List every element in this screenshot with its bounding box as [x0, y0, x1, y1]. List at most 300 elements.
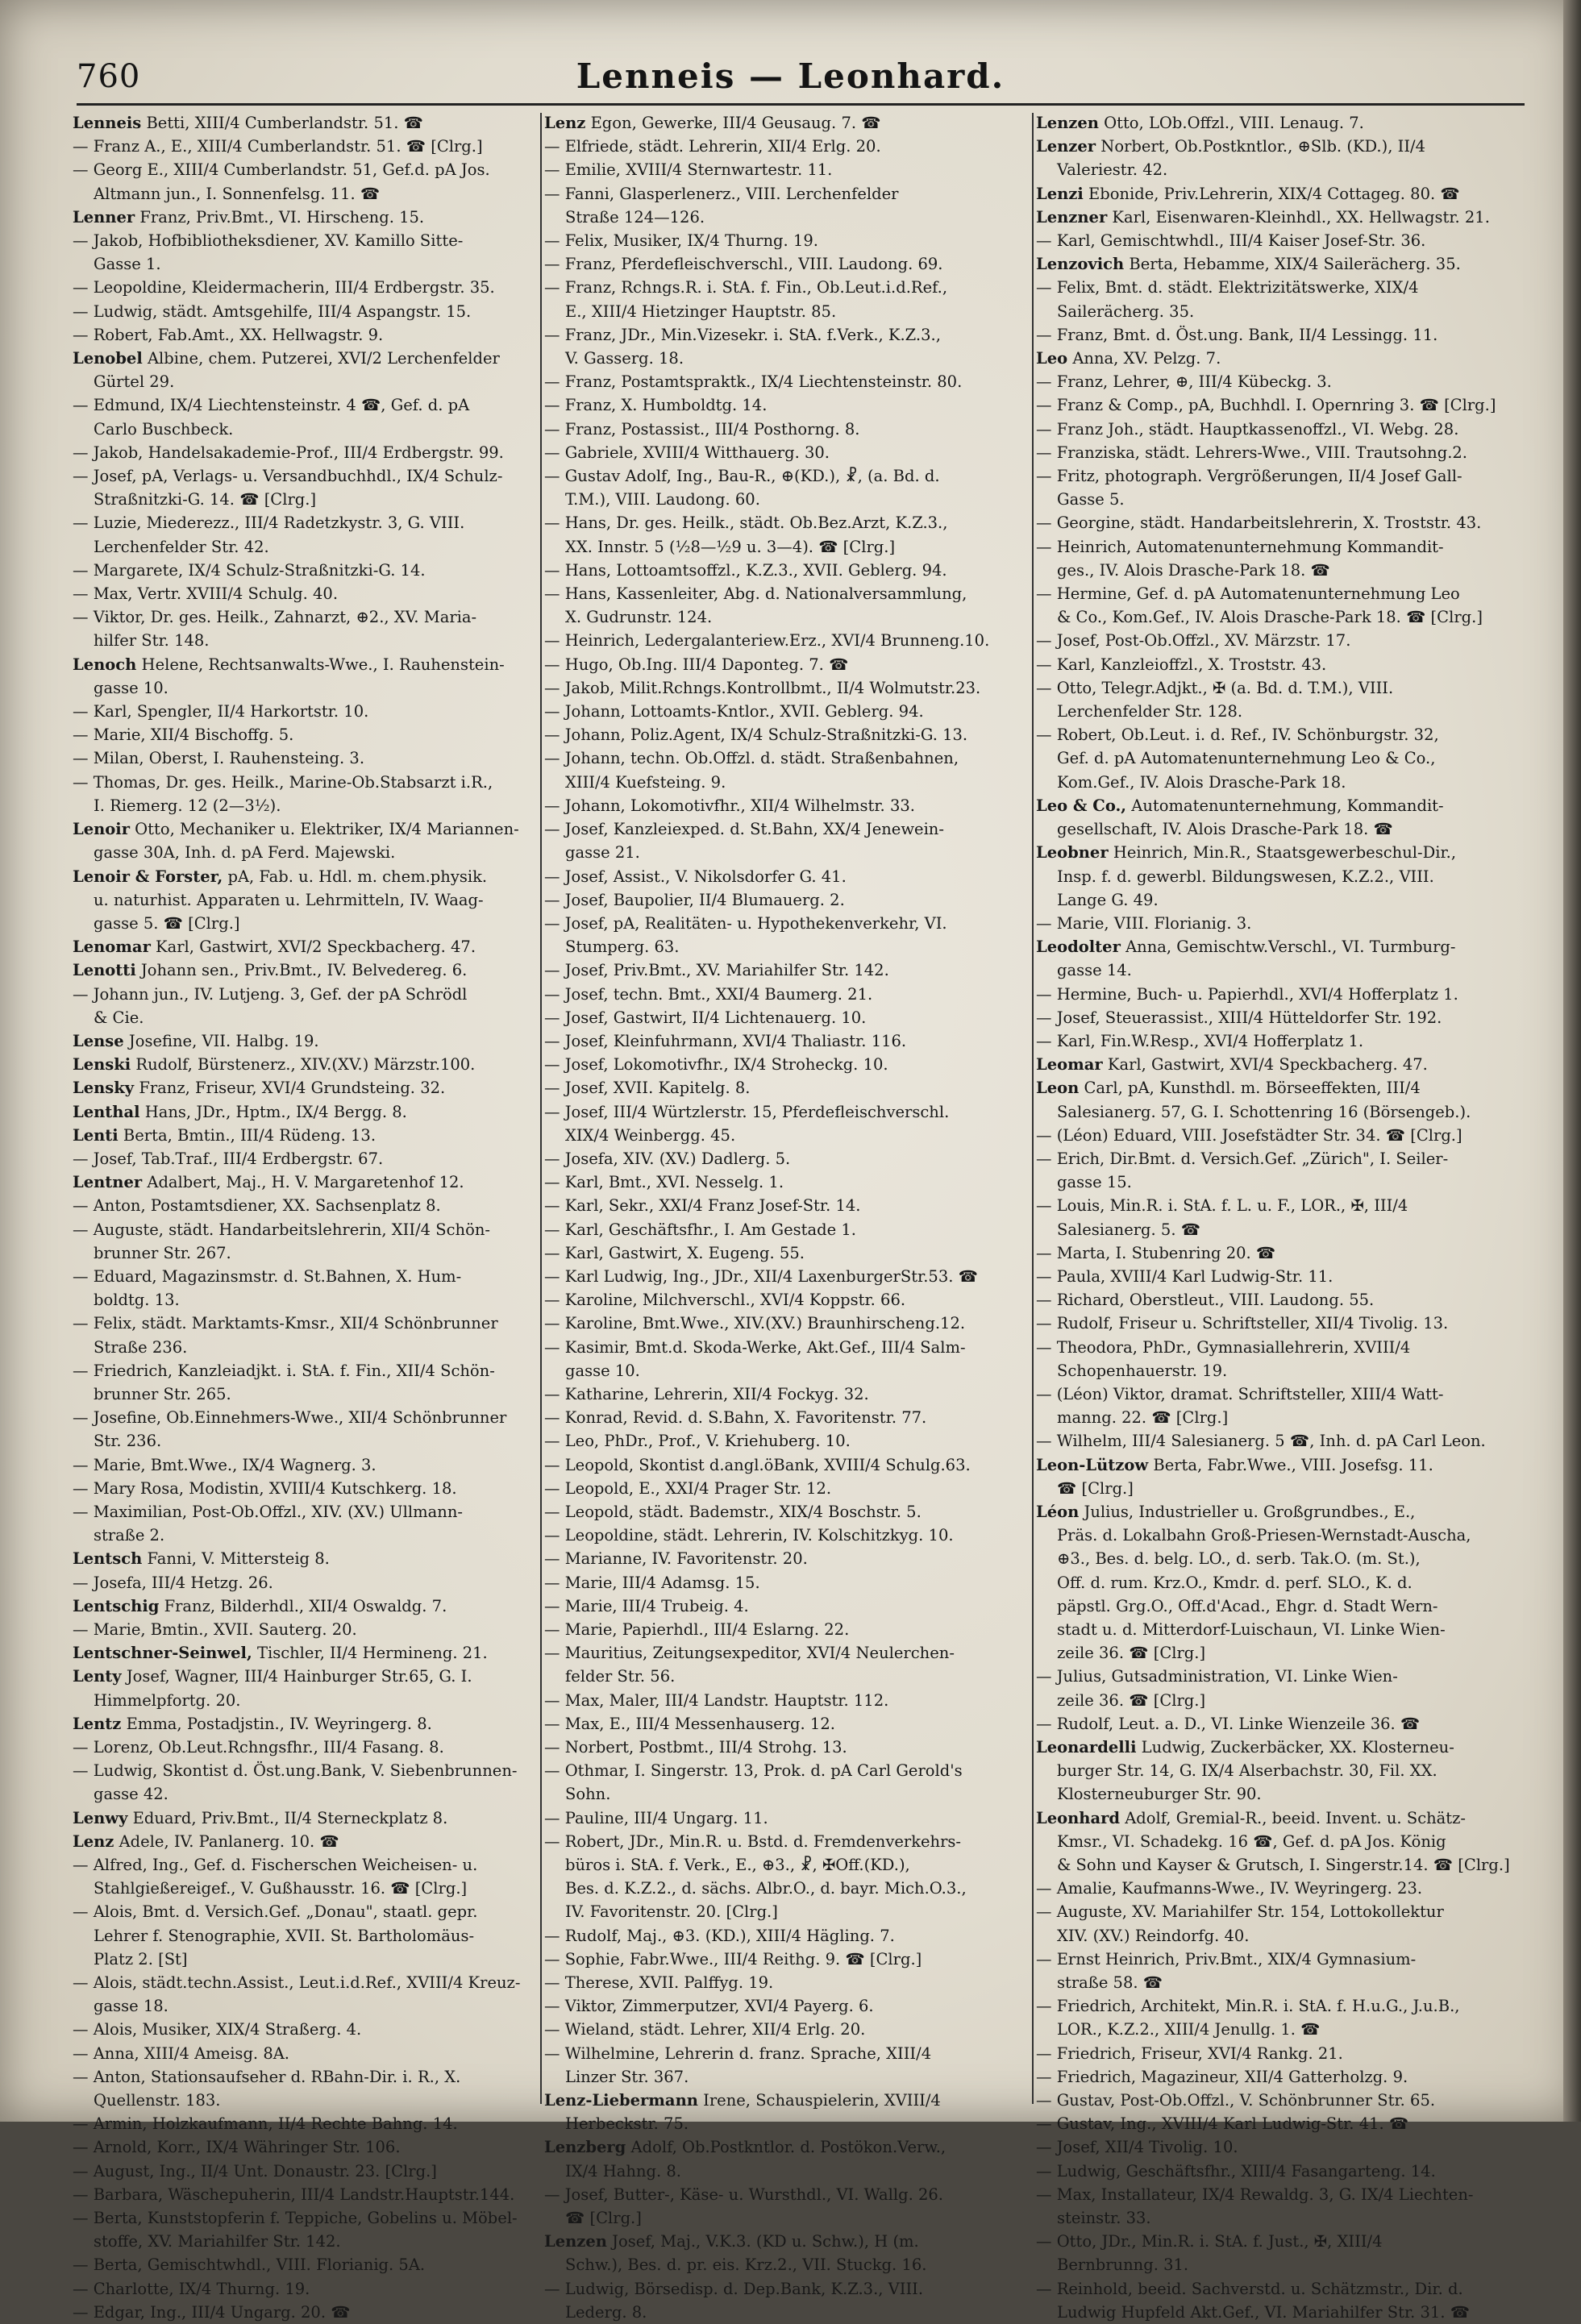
entry-continuation-line	[544, 2253, 1028, 2276]
entry-continuation-line	[544, 1124, 1028, 1147]
entry-text: Josef, Wagner, III/4 Hainburger Str.65, G. I.	[121, 1667, 472, 1686]
entry-headword-line	[73, 111, 536, 135]
entry-text: — Hans, Dr. ges. Heilk., städt. Ob.Bez.Arzt, K.Z.3.,	[544, 513, 948, 533]
entry-text: — Josef, techn. Bmt., XXI/4 Baumerg. 21.	[544, 984, 873, 1004]
entry-continuation-line	[73, 1782, 536, 1806]
entry-text: gasse 15.	[1057, 1173, 1132, 1192]
entry-line	[1036, 1900, 1512, 1923]
entry-continuation-line	[544, 1665, 1028, 1688]
entry-text: burger Str. 14, G. IX/4 Alserbachstr. 30, Fil. XX.	[1057, 1761, 1437, 1781]
entry-continuation-line	[544, 535, 1028, 559]
entry-line	[1036, 2230, 1512, 2253]
entry-line	[544, 370, 1028, 393]
entry-line	[73, 2206, 536, 2230]
entry-text: — Josef, Tab.Traf., III/4 Erdbergstr. 67.	[73, 1149, 384, 1168]
entry-continuation-line	[73, 1241, 536, 1265]
entry-headword: Lenty	[73, 1667, 122, 1686]
entry-text: — Anton, Postamtsdiener, XX. Sachsenplatz 8.	[73, 1196, 441, 1216]
entry-line	[544, 2183, 1028, 2206]
entry-line	[1036, 983, 1512, 1006]
entry-line	[544, 276, 1028, 299]
entry-text: — Johann, Lottoamts-Kntlor., XVII. Geblerg. 94.	[544, 702, 924, 721]
entry-line	[1036, 2042, 1512, 2065]
entry-text: Altmann jun., I. Sonnenfelsg. 11. ☎	[94, 184, 381, 203]
entry-line	[544, 1336, 1028, 1359]
entry-text: Stumperg. 63.	[565, 937, 680, 957]
entry-text: — Josef, pA, Verlags- u. Versandbuchhdl., IX/4 Schulz-	[73, 467, 503, 486]
entry-text: Präs. d. Lokalbahn Groß-Priesen-Wernstadt-Auscha,	[1057, 1526, 1471, 1545]
entry-continuation-line	[544, 300, 1028, 323]
entry-headword-line	[73, 653, 536, 676]
entry-text: — (Léon) Eduard, VIII. Josefstädter Str. 34. ☎ [Clrg.]	[1036, 1125, 1462, 1145]
entry-line	[73, 1312, 536, 1335]
entry-line	[544, 1453, 1028, 1477]
entry-line	[73, 2253, 536, 2276]
entry-headword-line	[73, 1076, 536, 1100]
entry-headword: Lenzen	[1036, 114, 1099, 132]
entry-line	[73, 700, 536, 723]
entry-continuation-line	[73, 1877, 536, 1900]
entry-text: — Johann, techn. Ob.Offzl. d. städt. Straßenbahnen,	[544, 749, 959, 768]
entry-continuation-line	[544, 488, 1028, 511]
entry-text: Betti, XIII/4 Cumberlandstr. 51. ☎	[141, 114, 423, 132]
entry-continuation-line	[1036, 2018, 1512, 2041]
entry-line	[544, 794, 1028, 817]
entry-line	[544, 912, 1028, 935]
entry-line	[544, 1736, 1028, 1759]
entry-text: felder Str. 56.	[565, 1667, 676, 1686]
entry-headword: Lenthal	[73, 1102, 140, 1121]
entry-continuation-line	[1036, 1359, 1512, 1382]
entry-text: — Franz, Lehrer, ⊕, III/4 Kübeckg. 3.	[1036, 372, 1332, 392]
entry-line	[544, 1971, 1028, 1994]
entry-line	[544, 1830, 1028, 1853]
entry-line	[73, 1571, 536, 1594]
entry-text: IX/4 Hahng. 8.	[565, 2161, 681, 2181]
entry-text: — Emilie, XVIII/4 Sternwartestr. 11.	[544, 160, 833, 180]
entry-text: — Josef, XII/4 Tivolig. 10.	[1036, 2138, 1238, 2157]
entry-text: zeile 36. ☎ [Clrg.]	[1057, 1644, 1206, 1663]
entry-headword-line	[1036, 935, 1512, 958]
entry-line	[544, 582, 1028, 605]
entry-continuation-line	[1036, 2206, 1512, 2230]
page-number: 760	[77, 58, 141, 95]
entry-line	[73, 135, 536, 158]
entry-text: — Leopoldine, Kleidermacherin, III/4 Erdbergstr. 35.	[73, 278, 495, 297]
entry-text: X. Gudrunstr. 124.	[565, 608, 713, 627]
entry-text: Adalbert, Maj., H. V. Margaretenhof 12.	[142, 1173, 464, 1192]
entry-line	[73, 2160, 536, 2183]
directory-column-2	[544, 111, 1028, 2322]
entry-line	[1036, 1877, 1512, 1900]
entry-text: — Marie, III/4 Trubeig. 4.	[544, 1596, 749, 1615]
entry-line	[1036, 1194, 1512, 1217]
entry-continuation-line	[1036, 2253, 1512, 2276]
entry-headword: Lenneis	[73, 114, 142, 132]
entry-text: gesellschaft, IV. Alois Drasche-Park 18. ☎	[1057, 820, 1393, 839]
entry-text: Lederg. 8.	[565, 2302, 647, 2322]
entry-continuation-line	[73, 1948, 536, 1971]
entry-line	[73, 2277, 536, 2301]
entry-text: — Theodora, PhDr., Gymnasiallehrerin, XVIII/4	[1036, 1337, 1411, 1357]
entry-headword-line	[1036, 1736, 1512, 1759]
entry-text: Eduard, Priv.Bmt., II/4 Sterneckplatz 8.	[127, 1808, 448, 1827]
entry-continuation-line	[1036, 488, 1512, 511]
entry-continuation-line	[544, 347, 1028, 370]
entry-headword-line	[1036, 841, 1512, 864]
entry-text: ⊕3., Bes. d. belg. LO., d. serb. Tak.O. (m. St.),	[1057, 1549, 1421, 1569]
entry-line	[544, 1265, 1028, 1288]
entry-headword-line	[73, 1029, 536, 1053]
entry-continuation-line	[544, 2206, 1028, 2230]
entry-text: ☎ [Clrg.]	[1057, 1478, 1134, 1498]
entry-text: V. Gasserg. 18.	[565, 349, 684, 368]
entry-text: — Josef, Baupolier, II/4 Blumauerg. 2.	[544, 890, 845, 909]
entry-text: — Ludwig, städt. Amtsgehilfe, III/4 Aspangstr. 15.	[73, 301, 472, 321]
entry-text: Adolf, Ob.Postkntlor. d. Postökon.Verw.,	[626, 2138, 947, 2157]
entry-continuation-line	[544, 771, 1028, 794]
entry-headword: Leo & Co.,	[1036, 796, 1127, 815]
entry-text: Helene, Rechtsanwalts-Wwe., I. Rauhenstein-	[136, 655, 505, 674]
entry-text: — Josefine, Ob.Einnehmers-Wwe., XII/4 Schönbrunner	[73, 1408, 507, 1428]
entry-text: — Josefa, XIV. (XV.) Dadlerg. 5.	[544, 1149, 791, 1168]
entry-text: Carlo Buschbeck.	[94, 419, 234, 439]
entry-text: — August, Ing., II/4 Unt. Donaustr. 23. [Clrg.]	[73, 2161, 437, 2181]
entry-line	[1036, 582, 1512, 605]
entry-text: Gasse 5.	[1057, 490, 1125, 509]
entry-text: — Margarete, IX/4 Schulz-Straßnitzki-G. 14.	[73, 560, 426, 580]
entry-text: Tischler, II/4 Hermineng. 21.	[252, 1644, 488, 1663]
entry-continuation-line	[73, 488, 536, 511]
entry-line	[73, 1759, 536, 1782]
entry-text: Straße 124—126.	[565, 207, 705, 227]
entry-text: — Josef, Steuerassist., XIII/4 Hütteldorfer Str. 192.	[1036, 1008, 1442, 1027]
entry-text: XX. Innstr. 5 (½8—½9 u. 3—4). ☎ [Clrg.]	[565, 537, 896, 556]
entry-line	[544, 888, 1028, 912]
entry-text: Salesianerg. 57, G. I. Schottenring 16 (Börsengeb.).	[1057, 1102, 1471, 1121]
entry-text: — Julius, Gutsadministration, VI. Linke Wien-	[1036, 1667, 1398, 1686]
entry-headword-line	[73, 1712, 536, 1736]
entry-line	[1036, 276, 1512, 299]
entry-line	[544, 2277, 1028, 2301]
entry-line	[73, 2301, 536, 2324]
entry-continuation-line	[1036, 700, 1512, 723]
entry-text: — Heinrich, Ledergalanteriew.Erz., XVI/4 Brunneng.10.	[544, 631, 990, 651]
entry-line	[73, 1406, 536, 1429]
entry-text: Himmelpfortg. 20.	[94, 1690, 241, 1710]
column-divider	[540, 113, 542, 2104]
entry-text: — Franz, Pferdefleischverschl., VIII. Laudong. 69.	[544, 255, 943, 274]
entry-headword-line	[544, 2230, 1028, 2253]
entry-continuation-line	[1036, 1547, 1512, 1570]
entry-continuation-line	[1036, 1924, 1512, 1948]
entry-text: — Jakob, Milit.Rchngs.Kontrollbmt., II/4 Wolmutstr.23.	[544, 678, 981, 697]
entry-text: — Josef, Gastwirt, II/4 Lichtenauerg. 10.	[544, 1008, 867, 1027]
entry-headword: Lenti	[73, 1125, 119, 1145]
entry-line	[1036, 2277, 1512, 2301]
entry-text: Gürtel 29.	[94, 372, 175, 392]
entry-continuation-line	[544, 2065, 1028, 2089]
entry-line	[1036, 1265, 1512, 1288]
entry-line	[1036, 441, 1512, 464]
entry-headword: Lenoir & Forster,	[73, 867, 223, 886]
entry-headword-line	[1036, 1076, 1512, 1100]
entry-line	[1036, 1241, 1512, 1265]
entry-text: Lehrer f. Stenographie, XVII. St. Bartholomäus-	[94, 1926, 475, 1945]
entry-text: — Othmar, I. Singerstr. 13, Prok. d. pA Carl Gerold's	[544, 1761, 963, 1781]
entry-text: — Max, Vertr. XVIII/4 Schulg. 40.	[73, 584, 339, 604]
entry-line	[544, 2018, 1028, 2041]
entry-text: — Josef, Priv.Bmt., XV. Mariahilfer Str. 142.	[544, 961, 889, 980]
entry-continuation-line	[1036, 559, 1512, 582]
entry-text: — Leopold, städt. Bademstr., XIX/4 Boschstr. 5.	[544, 1502, 922, 1521]
entry-headword-line	[73, 865, 536, 888]
entry-line	[544, 958, 1028, 982]
entry-line	[73, 983, 536, 1006]
entry-text: Insp. f. d. gewerbl. Bildungswesen, K.Z.2., VIII.	[1057, 867, 1434, 886]
header-rule	[77, 103, 1525, 106]
entry-line	[73, 1736, 536, 1759]
entry-text: Lange G. 49.	[1057, 890, 1159, 909]
entry-headword-line	[1036, 135, 1512, 158]
entry-line	[73, 1500, 536, 1524]
entry-continuation-line	[544, 1782, 1028, 1806]
entry-text: — Viktor, Zimmerputzer, XVI/4 Payerg. 6.	[544, 1997, 874, 2016]
entry-text: Rudolf, Bürstenerz., XIV.(XV.) Märzstr.100.	[131, 1055, 476, 1075]
entry-text: gasse 10.	[94, 678, 169, 697]
entry-headword: Lenoir	[73, 820, 130, 839]
entry-line	[544, 1806, 1028, 1830]
entry-continuation-line	[1036, 300, 1512, 323]
entry-text: — Berta, Kunststopferin f. Teppiche, Gobelins u. Möbel-	[73, 2209, 518, 2228]
entry-text: Egon, Gewerke, III/4 Geusaug. 7. ☎	[585, 114, 881, 132]
page-edge-shadow	[1563, 0, 1581, 2122]
entry-line	[73, 559, 536, 582]
entry-text: — Leopold, Skontist d.angl.öBank, XVIII/4 Schulg.63.	[544, 1455, 971, 1474]
entry-line	[1036, 1336, 1512, 1359]
entry-text: — Ernst Heinrich, Priv.Bmt., XIX/4 Gymnasium-	[1036, 1949, 1417, 1969]
entry-line	[73, 1147, 536, 1170]
entry-continuation-line	[1036, 2301, 1512, 2324]
entry-headword-line	[73, 1806, 536, 1830]
entry-line	[544, 229, 1028, 252]
entry-text: Quellenstr. 183.	[94, 2091, 221, 2110]
entry-text: büros i. StA. f. Verk., E., ⊕3., ☧, ✠Off.(KD.),	[565, 1856, 910, 1875]
entry-line	[544, 723, 1028, 746]
entry-text: — Heinrich, Automatenunternehmung Kommandit-	[1036, 537, 1444, 556]
entry-line	[544, 1477, 1028, 1500]
entry-line	[544, 1712, 1028, 1736]
entry-headword-line	[73, 1830, 536, 1853]
entry-headword: Lense	[73, 1031, 124, 1050]
entry-headword: Lenzovich	[1036, 255, 1125, 274]
entry-continuation-line	[73, 418, 536, 441]
entry-line	[544, 252, 1028, 276]
entry-text: Carl, pA, Kunsthdl. m. Börseeffekten, III/4	[1079, 1079, 1421, 1098]
entry-text: — Charlotte, IX/4 Thurng. 19.	[73, 2279, 310, 2298]
entry-text: — Hugo, Ob.Ing. III/4 Daponteg. 7. ☎	[544, 655, 849, 674]
entry-line	[544, 441, 1028, 464]
entry-text: Bernbrunng. 31.	[1057, 2255, 1189, 2275]
entry-text: Hans, JDr., Hptm., IX/4 Bergg. 8.	[139, 1102, 407, 1121]
entry-line	[73, 1218, 536, 1241]
entry-headword: Lenzberg	[544, 2138, 626, 2157]
entry-line	[544, 1924, 1028, 1948]
entry-text: Julius, Industrieller u. Großgrundbes., E.,	[1079, 1502, 1416, 1521]
entry-continuation-line	[1036, 1100, 1512, 1124]
entry-line	[1036, 653, 1512, 676]
entry-text: ☎ [Clrg.]	[565, 2209, 642, 2228]
entry-text: — Johann jun., IV. Lutjeng. 3, Gef. der pA Schrödl	[73, 984, 468, 1004]
entry-headword-line	[73, 1547, 536, 1570]
entry-continuation-line	[1036, 1218, 1512, 1241]
entry-text: Kom.Gef., IV. Alois Drasche-Park 18.	[1057, 772, 1346, 792]
entry-text: — Marie, Bmt.Wwe., IX/4 Wagnerg. 3.	[73, 1455, 377, 1474]
entry-headword-line	[73, 935, 536, 958]
entry-line	[1036, 464, 1512, 488]
entry-headword-line	[1036, 1053, 1512, 1076]
entry-continuation-line	[73, 841, 536, 864]
entry-continuation-line	[544, 1877, 1028, 1900]
entry-text: — Josef, Lokomotivfhr., IX/4 Stroheckg. 10.	[544, 1055, 888, 1075]
entry-text: — Marie, VIII. Florianig. 3.	[1036, 913, 1252, 933]
entry-text: Otto, Mechaniker u. Elektriker, IX/4 Mariannen-	[129, 820, 519, 839]
entry-line	[544, 1594, 1028, 1618]
entry-headword: Leo	[1036, 349, 1068, 368]
entry-line	[544, 1170, 1028, 1194]
entry-text: Johann sen., Priv.Bmt., IV. Belvedereg. 6.	[135, 961, 468, 980]
entry-text: zeile 36. ☎ [Clrg.]	[1057, 1690, 1206, 1710]
entry-text: IV. Favoritenstr. 20. [Clrg.]	[565, 1902, 778, 1922]
entry-text: Emma, Postadjstin., IV. Weyringerg. 8.	[121, 1714, 432, 1733]
entry-line	[1036, 1665, 1512, 1688]
entry-headword: Leodolter	[1036, 937, 1121, 957]
entry-text: XIII/4 Kuefsteing. 9.	[565, 772, 726, 792]
entry-continuation-line	[544, 935, 1028, 958]
entry-text: Berta, Fabr.Wwe., VIII. Josefsg. 11.	[1148, 1455, 1433, 1474]
entry-line	[544, 1429, 1028, 1453]
entry-text: Josefine, VII. Halbg. 19.	[123, 1031, 319, 1050]
entry-line	[1036, 1712, 1512, 1736]
entry-text: — Karl Ludwig, Ing., JDr., XII/4 LaxenburgerStr.53. ☎	[544, 1266, 978, 1286]
entry-text: — Karl, Spengler, II/4 Harkortstr. 10.	[73, 702, 369, 721]
entry-text: — Robert, JDr., Min.R. u. Bstd. d. Fremdenverkehrs-	[544, 1831, 962, 1851]
entry-continuation-line	[1036, 746, 1512, 770]
entry-continuation-line	[1036, 1524, 1512, 1547]
entry-text: Straßnitzki-G. 14. ☎ [Clrg.]	[94, 490, 317, 509]
entry-line	[73, 582, 536, 605]
entry-continuation-line	[73, 2089, 536, 2112]
entry-text: pA, Fab. u. Hdl. m. chem.physik.	[223, 867, 488, 886]
entry-headword-line	[73, 1124, 536, 1147]
entry-headword-line	[1036, 252, 1512, 276]
entry-text: Klosterneuburger Str. 90.	[1057, 1785, 1262, 1804]
entry-text: Lerchenfelder Str. 128.	[1057, 702, 1243, 721]
entry-continuation-line	[544, 841, 1028, 864]
entry-text: — Fritz, photograph. Vergrößerungen, II/4 Josef Gall-	[1036, 467, 1462, 486]
entry-headword-line	[1036, 206, 1512, 229]
entry-line	[544, 746, 1028, 770]
entry-line	[1036, 229, 1512, 252]
entry-headword: Léon	[1036, 1502, 1080, 1521]
entry-line	[544, 1618, 1028, 1641]
entry-text: — Franz A., E., XIII/4 Cumberlandstr. 51. ☎ [Clrg.]	[73, 137, 483, 156]
entry-headword: Lenzi	[1036, 184, 1084, 203]
entry-text: Gef. d. pA Automatenunternehmung Leo & Co.,	[1057, 749, 1436, 768]
entry-text: Berta, Bmtin., III/4 Rüdeng. 13.	[118, 1125, 377, 1145]
entry-text: — Marie, III/4 Adamsg. 15.	[544, 1573, 760, 1592]
entry-text: — Josef, III/4 Würtzlerstr. 15, Pferdefleischverschl.	[544, 1102, 950, 1121]
entry-text: — Erich, Dir.Bmt. d. Versich.Gef. „Zürich", I. Seiler-	[1036, 1149, 1449, 1168]
entry-line	[73, 464, 536, 488]
entry-text: — Karl, Fin.W.Resp., XVI/4 Hofferplatz 1.	[1036, 1031, 1364, 1050]
entry-text: — Edgar, Ing., III/4 Ungarg. 20. ☎	[73, 2302, 351, 2322]
entry-line	[73, 771, 536, 794]
entry-text: — Karl, Gemischtwhdl., III/4 Kaiser Josef-Str. 36.	[1036, 231, 1426, 251]
entry-text: — Alois, Bmt. d. Versich.Gef. „Donau", staatl. gepr.	[73, 1902, 478, 1922]
entry-continuation-line	[73, 1006, 536, 1029]
entry-text: Schw.), Bes. d. pr. eis. Krz.2., VII. Stuckg. 16.	[565, 2255, 927, 2275]
entry-line	[544, 1689, 1028, 1712]
entry-line	[1036, 676, 1512, 700]
entry-headword: Lentschig	[73, 1596, 160, 1615]
entry-text: Straße 236.	[94, 1337, 188, 1357]
entry-continuation-line	[1036, 1477, 1512, 1500]
entry-line	[544, 1006, 1028, 1029]
entry-line	[73, 2112, 536, 2135]
entry-line	[1036, 323, 1512, 347]
entry-text: Norbert, Ob.Postkntlor., ⊕Slb. (KD.), II/4	[1096, 137, 1426, 156]
entry-headword-line	[73, 1100, 536, 1124]
entry-text: — Auguste, XV. Mariahilfer Str. 154, Lottokollektur	[1036, 1902, 1444, 1922]
entry-continuation-line	[544, 2112, 1028, 2135]
entry-text: — Armin, Holzkaufmann, II/4 Rechte Bahng. 14.	[73, 2114, 458, 2134]
entry-line	[544, 1382, 1028, 1406]
entry-text: — Gabriele, XVIII/4 Witthauerg. 30.	[544, 443, 830, 462]
entry-text: LOR., K.Z.2., XIII/4 Jenullg. 1. ☎	[1057, 2020, 1321, 2039]
entry-text: — Amalie, Kaufmanns-Wwe., IV. Weyringerg. 23.	[1036, 1879, 1423, 1898]
entry-text: — Franz & Comp., pA, Buchhdl. I. Opernring 3. ☎ [Clrg.]	[1036, 396, 1496, 415]
entry-continuation-line	[1036, 771, 1512, 794]
entry-text: — Lorenz, Ob.Leut.Rchngsfhr., III/4 Fasang. 8.	[73, 1738, 444, 1757]
entry-line	[73, 393, 536, 417]
entry-text: Anna, Gemischtw.Verschl., VI. Turmburg-	[1120, 937, 1456, 957]
entry-line	[544, 135, 1028, 158]
entry-line	[73, 2065, 536, 2089]
entry-continuation-line	[73, 1994, 536, 2018]
entry-headword: Leonhard	[1036, 1808, 1121, 1827]
entry-text: Berta, Hebamme, XIX/4 Sailerächerg. 35.	[1124, 255, 1461, 274]
entry-text: Stahlgießereigef., V. Gußhausstr. 16. ☎ [Clrg.]	[94, 1879, 468, 1898]
entry-headword-line	[1036, 182, 1512, 206]
entry-text: — Josef, Kanzleiexped. d. St.Bahn, XX/4 Jenewein-	[544, 820, 944, 839]
entry-line	[1036, 1124, 1512, 1147]
entry-line	[73, 723, 536, 746]
entry-continuation-line	[1036, 958, 1512, 982]
entry-text: — Alois, städt.techn.Assist., Leut.i.d.Ref., XVIII/4 Kreuz-	[73, 1973, 521, 1993]
entry-text: Adolf, Gremial-R., beeid. Invent. u. Schätz-	[1120, 1808, 1466, 1827]
entry-text: hilfer Str. 148.	[94, 631, 210, 651]
entry-text: — Otto, Telegr.Adjkt., ✠ (a. Bd. d. T.M.), VIII.	[1036, 678, 1394, 697]
entry-line	[544, 1524, 1028, 1547]
entry-headword-line	[1036, 1453, 1512, 1477]
entry-text: Adele, IV. Panlanerg. 10. ☎	[114, 1831, 339, 1851]
entry-line	[1036, 2135, 1512, 2159]
entry-text: — Franz, Postassist., III/4 Posthorng. 8.	[544, 419, 860, 439]
entry-text: — Robert, Ob.Leut. i. d. Ref., IV. Schönburgstr. 32,	[1036, 725, 1439, 745]
entry-text: — Elfriede, städt. Lehrerin, XII/4 Erlg. 20.	[544, 137, 881, 156]
entry-text: — Johann, Lokomotivfhr., XII/4 Wilhelmstr. 33.	[544, 796, 915, 815]
